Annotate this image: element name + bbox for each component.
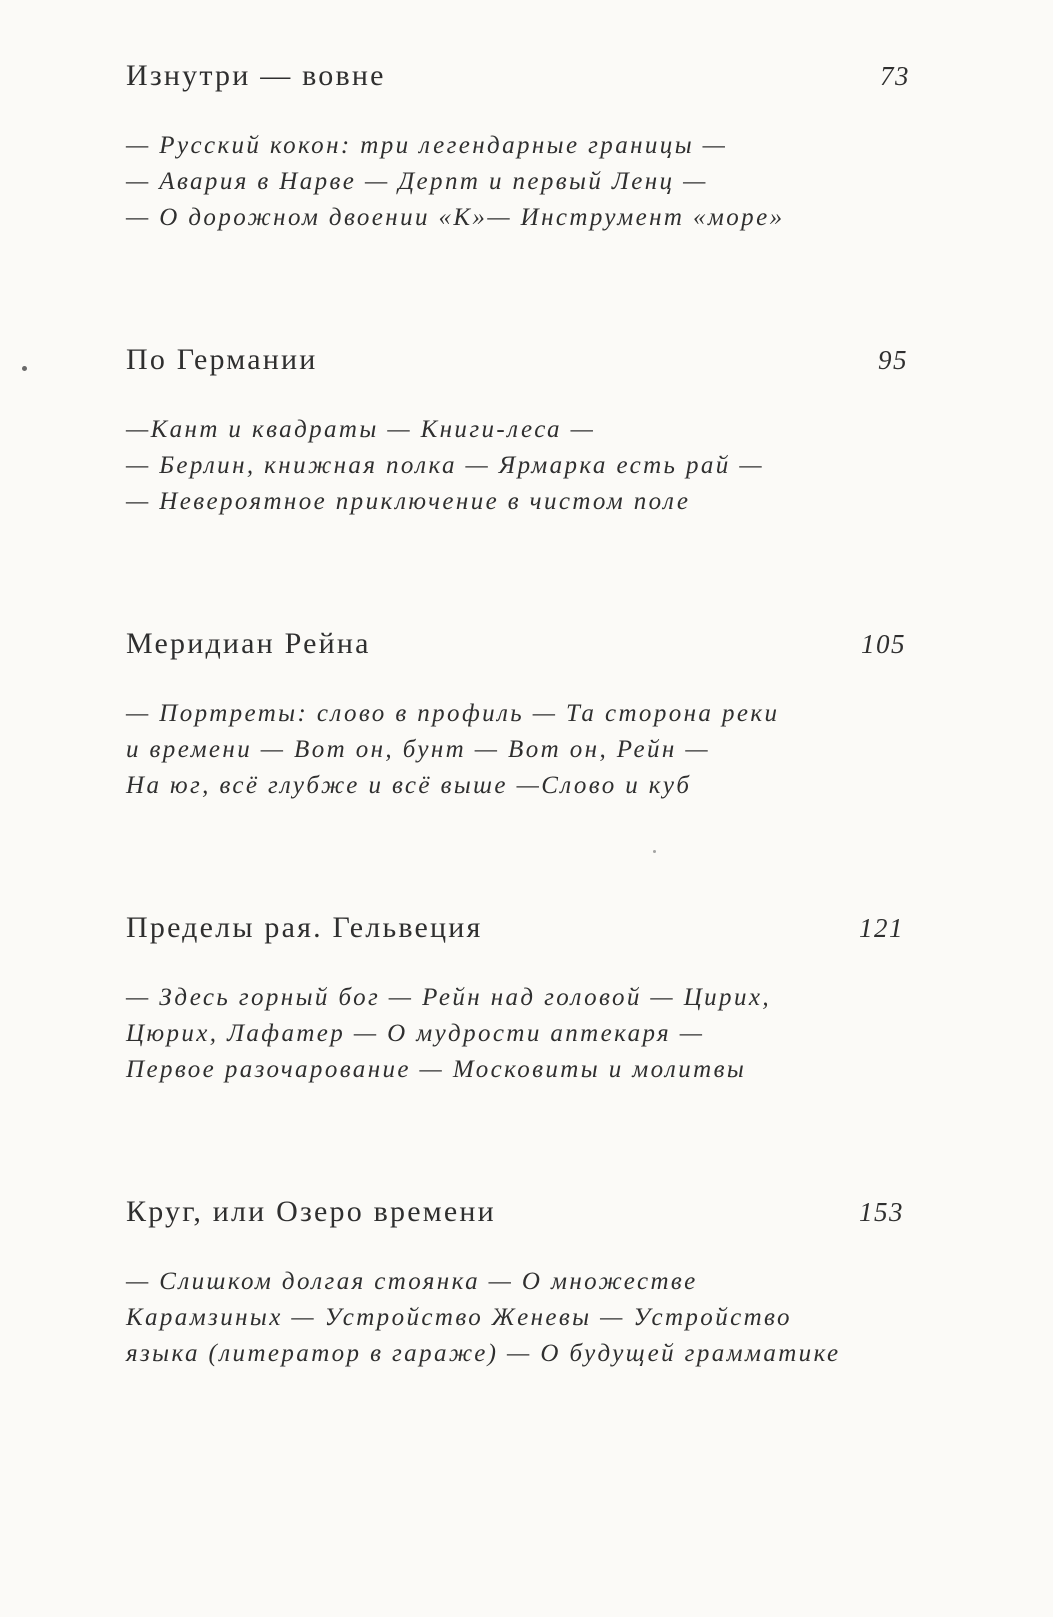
toc-entry [126, 56, 926, 236]
subtopic-line: — Слишком долгая стоянка — О множестве [126, 1268, 698, 1295]
print-speck [653, 850, 656, 853]
toc-entry [126, 340, 926, 520]
subtopic-line: — Невероятное приключение в чистом поле [126, 488, 691, 515]
subtopic-line: — Русский кокон: три легендарные границы — [126, 132, 728, 159]
subtopic-line: Первое разочарование — Московиты и молитвы [126, 1056, 747, 1083]
chapter-subtopics [126, 980, 926, 1088]
chapter-subtopics [126, 1264, 926, 1372]
toc-entry-header [126, 56, 926, 96]
toc-entry-header [126, 624, 926, 664]
subtopic-line: — Портреты: слово в профиль — Та сторона реки [126, 700, 780, 727]
chapter-title: Меридиан Рейна [126, 627, 371, 660]
subtopic-line: — Берлин, книжная полка — Ярмарка есть рай — [126, 452, 764, 479]
chapter-title: По Германии [126, 343, 318, 376]
toc-entry-header [126, 1192, 926, 1232]
subtopic-line: — Авария в Нарве — Дерпт и первый Ленц — [126, 168, 708, 195]
page-number: 105 [861, 629, 906, 659]
page-number: 95 [878, 345, 908, 375]
subtopic-line: языка (литератор в гараже) — О будущей грамматике [126, 1340, 841, 1367]
page-number: 153 [859, 1197, 904, 1227]
toc-entry [126, 908, 926, 1088]
chapter-title: Пределы рая. Гельвеция [126, 911, 483, 944]
subtopic-line: На юг, всё глубже и всё выше —Слово и куб [126, 772, 692, 799]
subtopic-line: — О дорожном двоении «К»— Инструмент «море» [126, 204, 785, 231]
print-speck [22, 366, 27, 371]
page-number: 73 [880, 61, 910, 91]
toc-entry-header [126, 908, 926, 948]
chapter-subtopics [126, 412, 926, 520]
toc-entry [126, 1192, 926, 1372]
toc-entry [126, 624, 926, 804]
chapter-title: Изнутри — вовне [126, 59, 386, 92]
subtopic-line: Карамзиных — Устройство Женевы — Устройство [126, 1304, 792, 1331]
chapter-subtopics [126, 696, 926, 804]
subtopic-line: и времени — Вот он, бунт — Вот он, Рейн — [126, 736, 710, 763]
toc-entry-header [126, 340, 926, 380]
subtopic-line: —Кант и квадраты — Книги-леса — [126, 416, 596, 443]
chapter-subtopics [126, 128, 926, 236]
subtopic-line: Цюрих, Лафатер — О мудрости аптекаря — [126, 1020, 705, 1047]
page-number: 121 [859, 913, 904, 943]
chapter-title: Круг, или Озеро времени [126, 1195, 496, 1228]
subtopic-line: — Здесь горный бог — Рейн над головой — Цирих, [126, 984, 771, 1011]
